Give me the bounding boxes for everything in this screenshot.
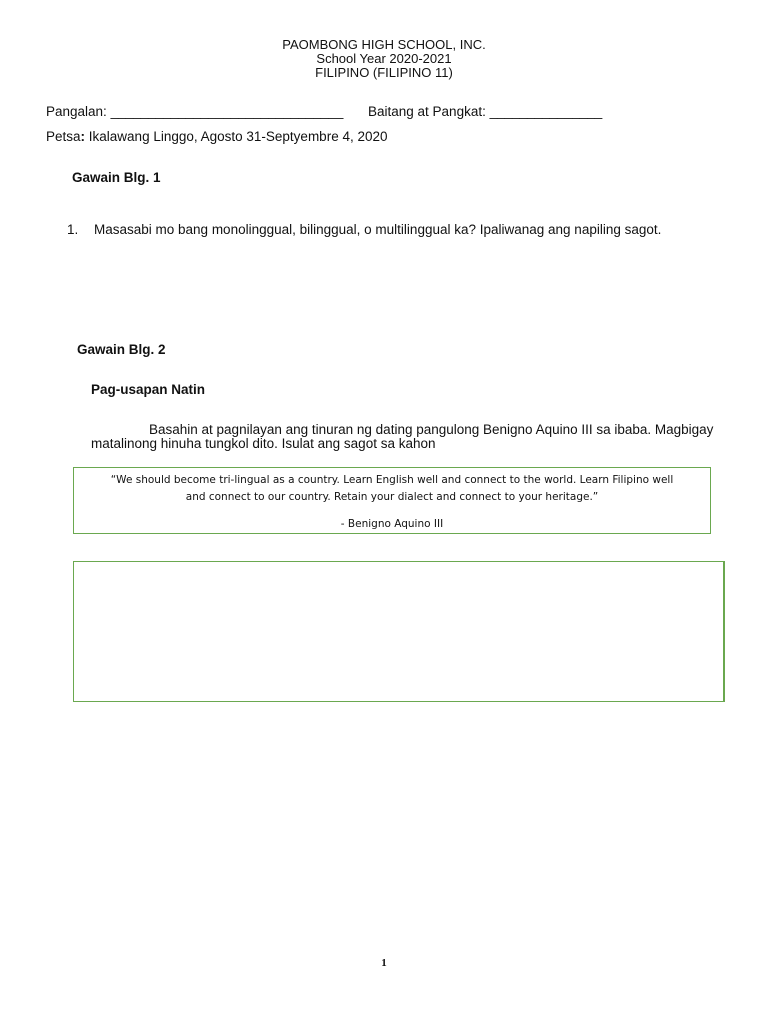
date-row bbox=[46, 129, 388, 145]
quote-text bbox=[86, 472, 698, 506]
quote-line-1: “We should become tri-lingual as a country. Learn English well and connect to the world. Learn Filipino well bbox=[110, 474, 674, 486]
page-number: 1 bbox=[381, 957, 387, 969]
grade-label: Baitang at Pangkat: bbox=[368, 104, 486, 119]
name-label: Pangalan: bbox=[46, 104, 107, 119]
quote-line-2: and connect to our country. Retain your dialect and connect to your heritage.” bbox=[185, 491, 599, 503]
name-field[interactable]: _______________________________ bbox=[110, 104, 344, 119]
name-row bbox=[46, 104, 343, 120]
document-header bbox=[0, 38, 768, 80]
date-value: Ikalawang Linggo, Agosto 31-Septyembre 4, 2020 bbox=[85, 129, 388, 144]
question-text: Masasabi mo bang monolinggual, bilinggual, o multilinggual ka? Ipaliwanag ang napiling sagot. bbox=[94, 222, 662, 237]
question-number: 1. bbox=[67, 222, 79, 237]
instruction-line-2: matalinong hinuha tungkol dito. Isulat ang sagot sa kahon bbox=[91, 436, 436, 451]
subject-title: FILIPINO (FILIPINO 11) bbox=[315, 65, 453, 80]
activity1-title: Gawain Blg. 1 bbox=[72, 170, 161, 185]
instruction-line-1: Basahin at pagnilayan ang tinuran ng dating pangulong Benigno Aquino III sa ibaba. Magbigay bbox=[149, 422, 714, 437]
date-colon: : bbox=[80, 129, 86, 144]
answer-box[interactable] bbox=[73, 561, 725, 702]
activity2-subtitle: Pag-usapan Natin bbox=[91, 382, 206, 397]
quote-box bbox=[73, 467, 711, 534]
school-year: School Year 2020-2021 bbox=[316, 51, 452, 66]
grade-row bbox=[368, 104, 602, 120]
school-name: PAOMBONG HIGH SCHOOL, INC. bbox=[282, 37, 486, 52]
quote-author: - Benigno Aquino III bbox=[340, 518, 444, 530]
activity2-title: Gawain Blg. 2 bbox=[77, 342, 166, 357]
grade-field[interactable]: _______________ bbox=[489, 104, 603, 119]
date-label: Petsa bbox=[46, 129, 81, 144]
